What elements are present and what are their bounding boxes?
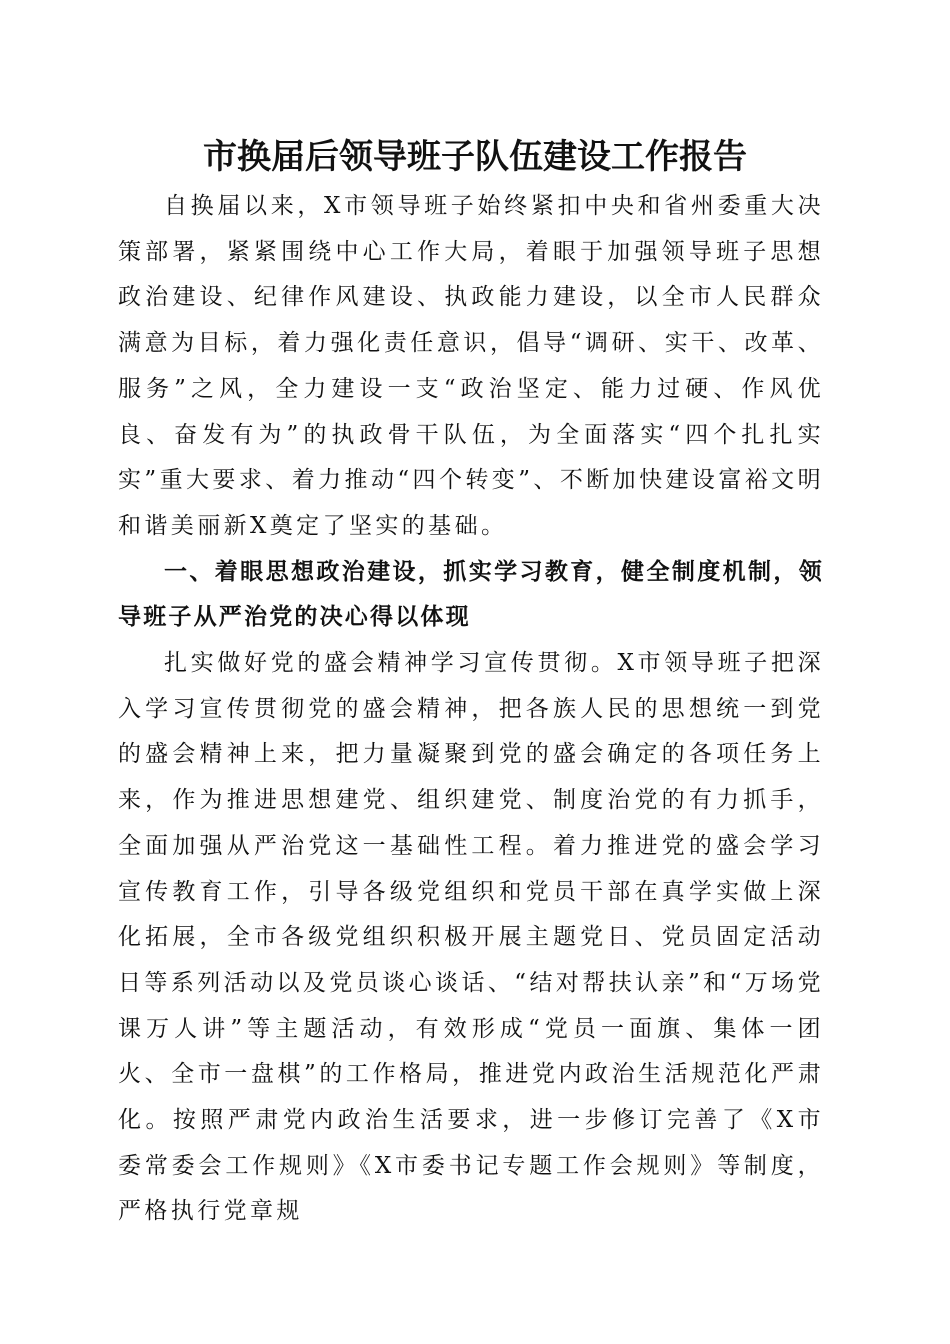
- section-heading-1: 一、着眼思想政治建设，抓实学习教育，健全制度机制，领导班子从严治党的决心得以体现: [118, 558, 824, 631]
- document-body: [118, 184, 824, 1235]
- intro-paragraph: 自换届以来，X市领导班子始终紧扣中央和省州委重大决策部署，紧紧围绕中心工作大局，着眼于加强领导班子思想政治建设、纪律作风建设、执政能力建设，以全市人民群众满意为目标，着力强化责任意识，倡导“调研、实干、改革、服务”之风，全力建设一支“政治坚定、能力过硬、作风优良、奋发有为”的执政骨干队伍，为全面落实“四个扎扎实实”重大要求、着力推动“四个转变”、不断加快建设富裕文明和谐美丽新X奠定了坚实的基础。: [118, 193, 824, 539]
- document-title: 市换届后领导班子队伍建设工作报告: [203, 137, 747, 177]
- section-1-paragraph: 扎实做好党的盛会精神学习宣传贯彻。X市领导班子把深入学习宣传贯彻党的盛会精神，把各族人民的思想统一到党的盛会精神上来，把力量凝聚到党的盛会确定的各项任务上来，作为推进思想建党、组织建党、制度治党的有力抓手，全面加强从严治党这一基础性工程。着力推进党的盛会学习宣传教育工作，引导各级党组织和党员干部在真学实做上深化拓展，全市各级党组织积极开展主题党日、党员固定活动日等系列活动以及党员谈心谈话、“结对帮扶认亲”和“万场党课万人讲”等主题活动，有效形成“党员一面旗、集体一团火、全市一盘棋”的工作格局，推进党内政治生活规范化严肃化。按照严肃党内政治生活要求，进一步修订完善了《X市委常委会工作规则》《X市委书记专题工作会规则》等制度，严格执行党章规: [118, 650, 824, 1225]
